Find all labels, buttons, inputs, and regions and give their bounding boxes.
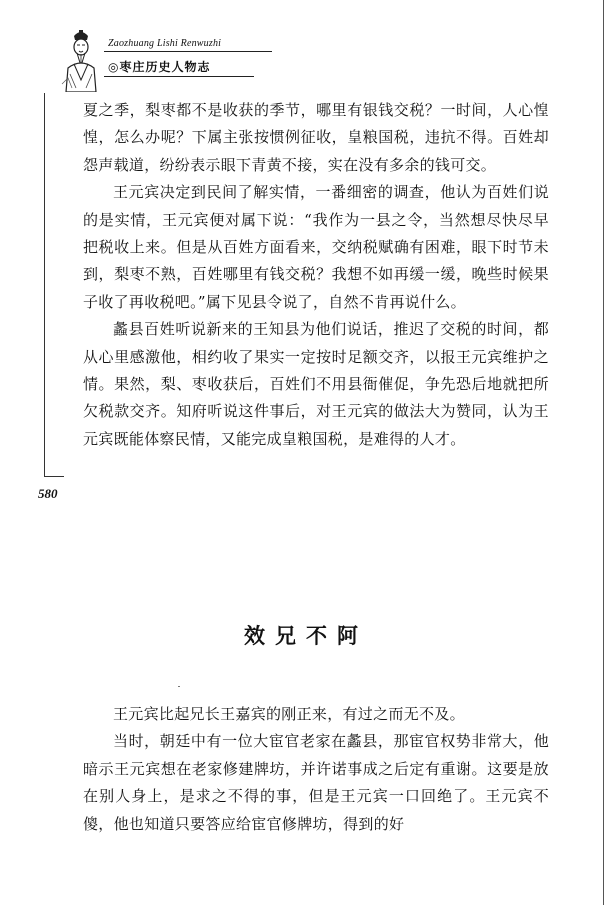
header-chinese-title: ◎枣庄历史人物志 [108, 60, 211, 74]
scholar-portrait-icon [56, 28, 106, 92]
body-text-top [83, 97, 549, 453]
print-speck [178, 686, 180, 687]
paragraph: 蠡县百姓听说新来的王知县为他们说话，推迟了交税的时间，都从心里感激他，相约收了果实一定按时足额交齐，以报王元宾维护之情。果然，梨、枣收获后，百姓们不用县衙催促，争先恐后地就把所欠税款交齐。知府听说这件事后，对王元宾的做法大为赞同，认为王元宾既能体察民情，又能完成皇粮国税，是难得的人才。 [83, 320, 549, 448]
paragraph: 夏之季，梨枣都不是收获的季节，哪里有银钱交税？一时间，人心惶惶，怎么办呢？下属主张按惯例征收，皇粮国税，违抗不得。百姓却怨声载道，纷纷表示眼下青黄不接，实在没有多余的钱可交。 [83, 101, 549, 174]
left-margin-rule-foot [44, 476, 64, 477]
paragraph: 王元宾决定到民间了解实情，一番细密的调查，他认为百姓们说的是实情，王元宾便对属下说：“我作为一县之令，当然想尽快尽早把税收上来。但是从百姓方面看来，交纳税赋确有困难，眼下时节未到，梨枣不熟，百姓哪里有钱交税？我想不如再缓一缓，晚些时候果子收了再收税吧。”属下见县令说了，自然不肯再说什么。 [83, 183, 549, 311]
page-edge-rule [603, 0, 604, 905]
left-margin-rule [44, 93, 45, 476]
page-number: 580 [38, 486, 58, 501]
paragraph: 王元宾比起兄长王嘉宾的刚正来，有过之而无不及。 [113, 705, 465, 723]
header-rule-top [104, 51, 272, 52]
header-rule-bottom [104, 76, 254, 77]
section-title: 效兄不阿 [244, 623, 368, 648]
header-pinyin-title: Zaozhuang Lishi Renwuzhi [108, 38, 222, 49]
body-text-bottom [83, 701, 549, 838]
paragraph: 当时，朝廷中有一位大宦官老家在蠡县，那宦官权势非常大，他暗示王元宾想在老家修建牌坊，并许诺事成之后定有重谢。这要是放在别人身上，是求之不得的事，但是王元宾一口回绝了。王元宾不傻，他也知道只要答应给宦官修牌坊，得到的好 [83, 732, 549, 833]
